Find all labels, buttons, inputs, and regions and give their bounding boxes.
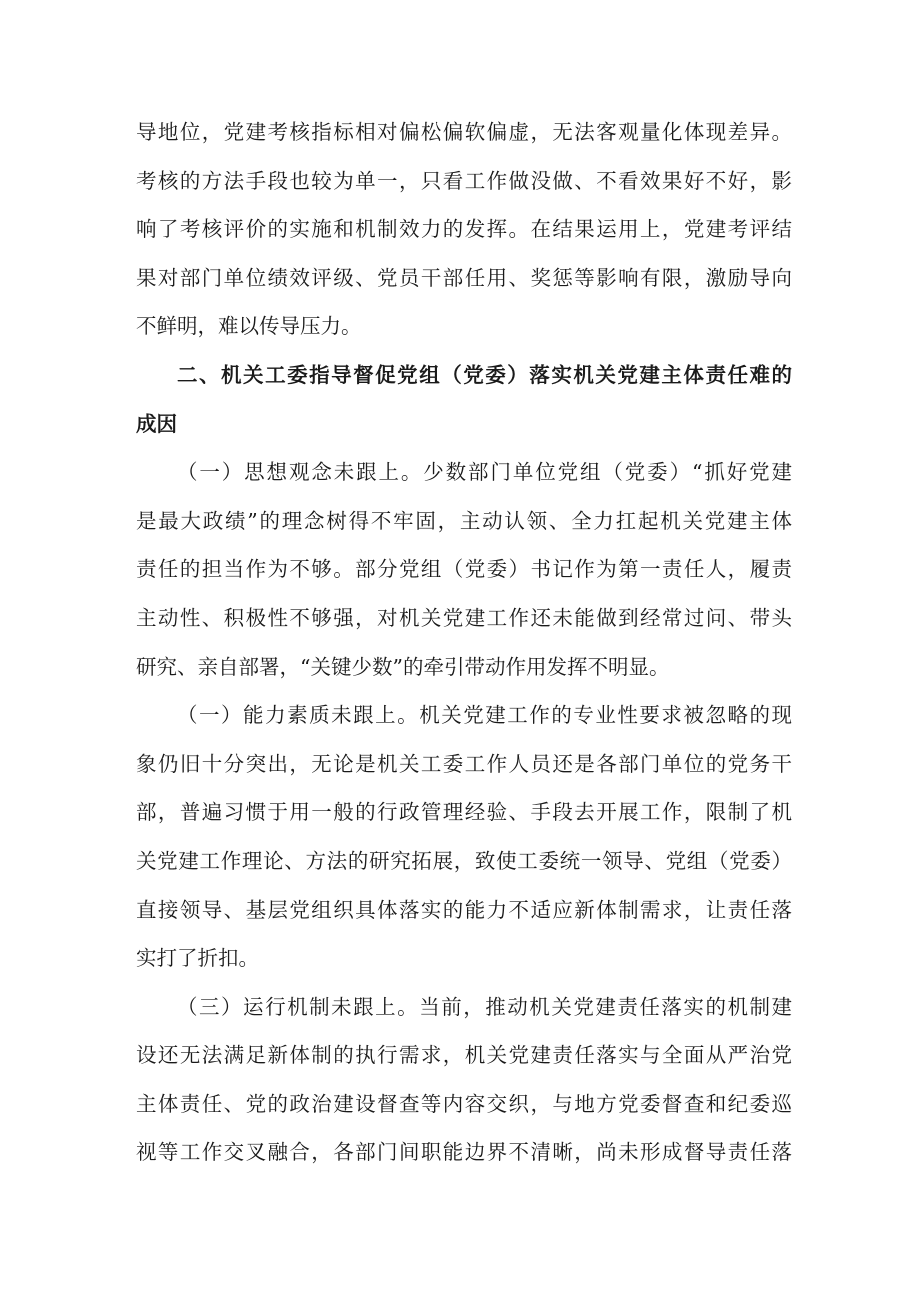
text-line: 主动性、积极性不够强，对机关党建工作还未能做到经常过问、带头 [136,605,792,630]
document-body [136,108,792,1177]
text-line: 导地位，党建考核指标相对偏松偏软偏虚，无法客观量化体现差异。 [136,120,792,144]
text-line: 主体责任、党的政治建设督查等内容交织，与地方党委督查和纪委巡 [136,1091,792,1116]
heading-line: 二、机关工委指导督促党组（党委）落实机关党建主体责任难的 [177,362,792,387]
text-line: （一）思想观念未跟上。少数部门单位党组（党委）“抓好党建 [177,460,792,485]
text-line: 设还无法满足新体制的执行需求，机关党建责任落实与全面从严治党 [136,1043,792,1068]
text-line: 象仍旧十分突出，无论是机关工委工作人员还是各部门单位的党务干 [136,751,792,776]
paragraph-assessment-continuation [136,108,792,351]
text-line: 部，普遍习惯于用一般的行政管理经验、手段去开展工作，限制了机 [136,800,792,825]
text-line: 直接领导、基层党组织具体落实的能力不适应新体制需求，让责任落 [136,897,792,922]
paragraph-thinking [136,448,792,691]
text-line: 响了考核评价的实施和机制效力的发挥。在结果运用上，党建考评结 [136,217,792,242]
text-line: 是最大政绩”的理念树得不牢固，主动认领、全力扛起机关党建主体 [136,508,792,533]
section-heading [136,351,792,448]
text-line: 实打了折扣。 [136,946,259,971]
text-line: 不鲜明，难以传导压力。 [136,314,362,339]
text-line: 关党建工作理论、方法的研究拓展，致使工委统一领导、党组（党委） [136,848,792,873]
text-line: 责任的担当作为不够。部分党组（党委）书记作为第一责任人，履责 [136,557,792,582]
text-line: （一）能力素质未跟上。机关党建工作的专业性要求被忽略的现 [177,703,792,728]
text-line: 研究、亲自部署，“关键少数”的牵引带动作用发挥不明显。 [136,654,670,679]
text-line: 视等工作交叉融合，各部门间职能边界不清晰，尚未形成督导责任落 [136,1140,792,1165]
heading-line: 成因 [136,411,177,436]
paragraph-mechanism [136,983,792,1177]
text-line: （三）运行机制未跟上。当前，推动机关党建责任落实的机制建 [177,994,792,1019]
paragraph-capability [136,691,792,983]
text-line: 考核的方法手段也较为单一，只看工作做没做、不看效果好不好，影 [136,168,792,193]
text-line: 果对部门单位绩效评级、党员干部任用、奖惩等影响有限，激励导向 [136,265,792,290]
